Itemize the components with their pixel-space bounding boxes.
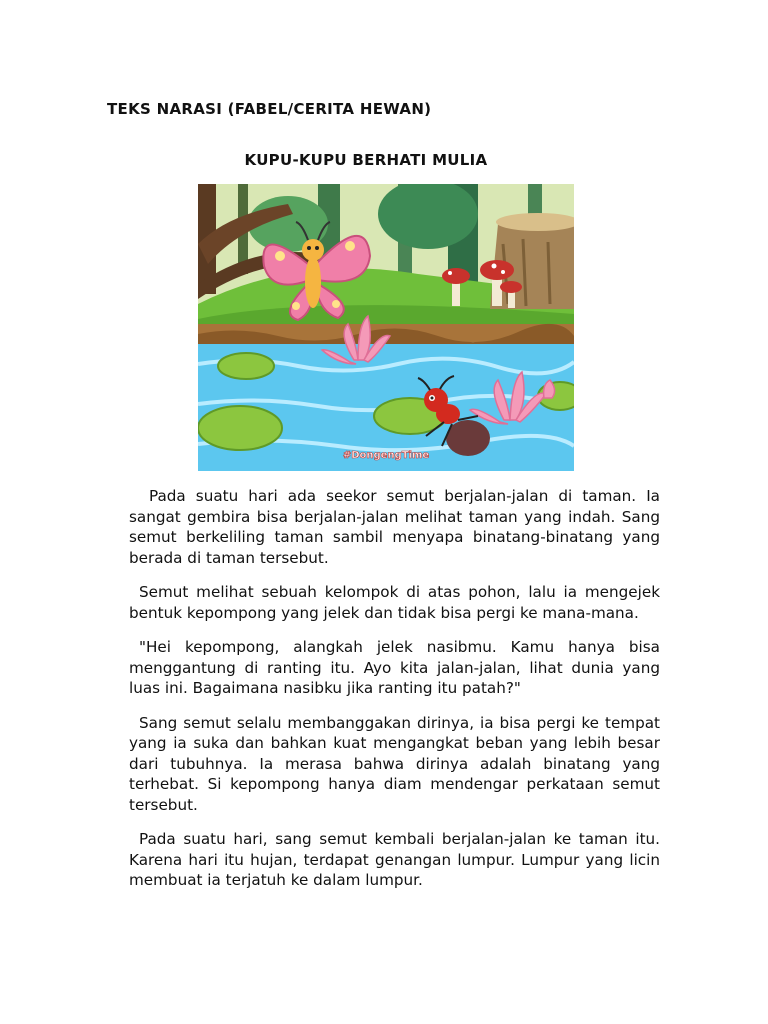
story-body [129, 486, 660, 905]
story-paragraph: Semut melihat sebuah kelompok di atas pohon, lalu ia mengejek bentuk kepompong yang jelek dan tidak bisa pergi ke mana-mana. [129, 583, 660, 622]
story-paragraph: Pada suatu hari ada seekor semut berjalan-jalan di taman. Ia sangat gembira bisa berjalan-jalan melihat taman yang indah. Sang semut berkeliling taman sambil menyapa binatang-binatang yang berada di taman tersebut. [129, 487, 660, 567]
story-paragraph: "Hei kepompong, alangkah jelek nasibmu. Kamu hanya bisa menggantung di ranting itu. Ayo kita jalan-jalan, lihat dunia yang luas ini. Bagaimana nasibku jika ranting itu patah?" [129, 638, 660, 697]
story-paragraph: Sang semut selalu membanggakan dirinya, ia bisa pergi ke tempat yang ia suka dan bahkan kuat mengangkat beban yang lebih besar dari tubuhnya. Ia merasa bahwa dirinya adalah binatang yang terhebat. Si kepompong hanya diam mendengar perkataan semut tersebut. [129, 713, 660, 814]
story-paragraph: Pada suatu hari, sang semut kembali berjalan-jalan ke taman itu. Karena hari itu hujan, terdapat genangan lumpur. Lumpur yang licin membuat ia terjatuh ke dalam lumpur. [129, 830, 660, 889]
image-watermark: #DongengTime [342, 450, 430, 461]
story-title: KUPU-KUPU BERHATI MULIA [244, 151, 488, 169]
document-heading: TEKS NARASI (FABEL/CERITA HEWAN) [107, 100, 432, 118]
story-illustration [198, 184, 574, 471]
